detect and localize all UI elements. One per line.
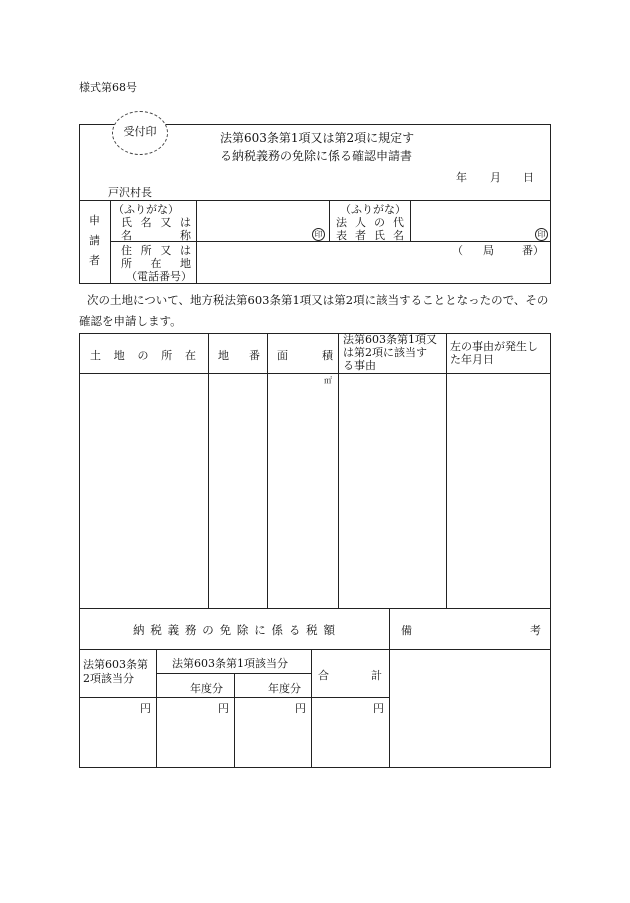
applicant-label-divider	[110, 200, 111, 284]
land-col-date: 左の事由が発生し た年月日	[450, 340, 538, 366]
phone-number-close: 番）	[522, 244, 544, 257]
area-unit: ㎡	[324, 376, 332, 385]
land-col-number: 地 番	[218, 349, 260, 362]
land-col-divider-2	[267, 333, 268, 609]
seal-mark-rep: 印	[535, 228, 548, 241]
title-line-2: る納税義務の免除に係る確認申請書	[220, 149, 413, 163]
intro-line-1: 次の土地について、地方税法第603条第1項又は第2項に該当することとなったので、その	[87, 293, 549, 307]
address-label-line2: 所 在 地	[121, 257, 191, 270]
name-label-divider	[196, 200, 197, 284]
land-col-area: 面 積	[277, 349, 333, 362]
land-col-divider-1	[208, 333, 209, 609]
yen-unit-1: 円	[140, 702, 151, 715]
land-col-divider-4	[446, 333, 447, 609]
rep-left-divider	[329, 200, 330, 241]
tax-col-divider-2	[234, 673, 235, 768]
intro-line-2: 確認を申請します。	[79, 314, 182, 328]
tax-fiscal-year-2: 年度分	[268, 682, 301, 695]
land-col-divider-3	[338, 333, 339, 609]
yen-unit-3: 円	[295, 702, 306, 715]
yen-unit-4: 円	[373, 702, 384, 715]
tax-col-par2: 法第603条第 2項該当分	[83, 658, 148, 685]
tax-col-divider-3	[311, 649, 312, 768]
tax-header-label: 納 税 義 務 の 免 除 に 係 る 税 額	[133, 623, 335, 637]
furigana-label: （ふりがな）	[113, 203, 179, 216]
seal-mark-applicant: 印	[312, 228, 325, 241]
tax-col-par1: 法第603条第1項該当分	[172, 657, 288, 670]
form-number: 様式第68号	[79, 81, 137, 94]
tax-col-divider-1	[156, 649, 157, 768]
date-day: 日	[523, 171, 534, 184]
tax-fiscal-year-1: 年度分	[190, 682, 223, 695]
rep-label-line1: 法 人 の 代	[336, 216, 404, 229]
yen-unit-2: 円	[218, 702, 229, 715]
date-year: 年	[456, 171, 467, 184]
applicant-label-3: 者	[89, 254, 100, 267]
phone-label: （電話番号）	[126, 270, 192, 283]
applicant-label-1: 申	[89, 214, 100, 227]
tax-total-label: 合 計	[318, 669, 382, 682]
addressee: 戸沢村長	[108, 186, 152, 199]
phone-exchange: 局	[483, 244, 494, 257]
phone-paren-open: （	[452, 244, 463, 257]
land-table	[79, 333, 551, 609]
rep-right-divider	[410, 200, 411, 241]
furigana-label-rep: （ふりがな）	[340, 203, 406, 216]
land-table-header-line	[79, 373, 551, 374]
rep-label-line2: 表 者 氏 名	[336, 229, 404, 242]
reception-stamp: 受付印	[112, 111, 168, 155]
name-label-line2: 名 称	[121, 229, 191, 242]
title-line-1: 法第603条第1項又は第2項に規定す	[220, 131, 415, 145]
address-label-line1: 住 所 又 は	[121, 244, 191, 257]
applicant-label-2: 請	[89, 234, 100, 247]
name-label-line1: 氏 名 又 は	[121, 216, 191, 229]
tax-header-line	[79, 649, 551, 650]
date-month: 月	[490, 171, 501, 184]
land-col-reason: 法第603条第1項又 は第2項に該当す る事由	[343, 333, 437, 372]
remarks-label: 備 考	[401, 624, 541, 637]
land-col-location: 土 地 の 所 在	[90, 349, 196, 362]
tax-remarks-divider	[389, 608, 390, 768]
